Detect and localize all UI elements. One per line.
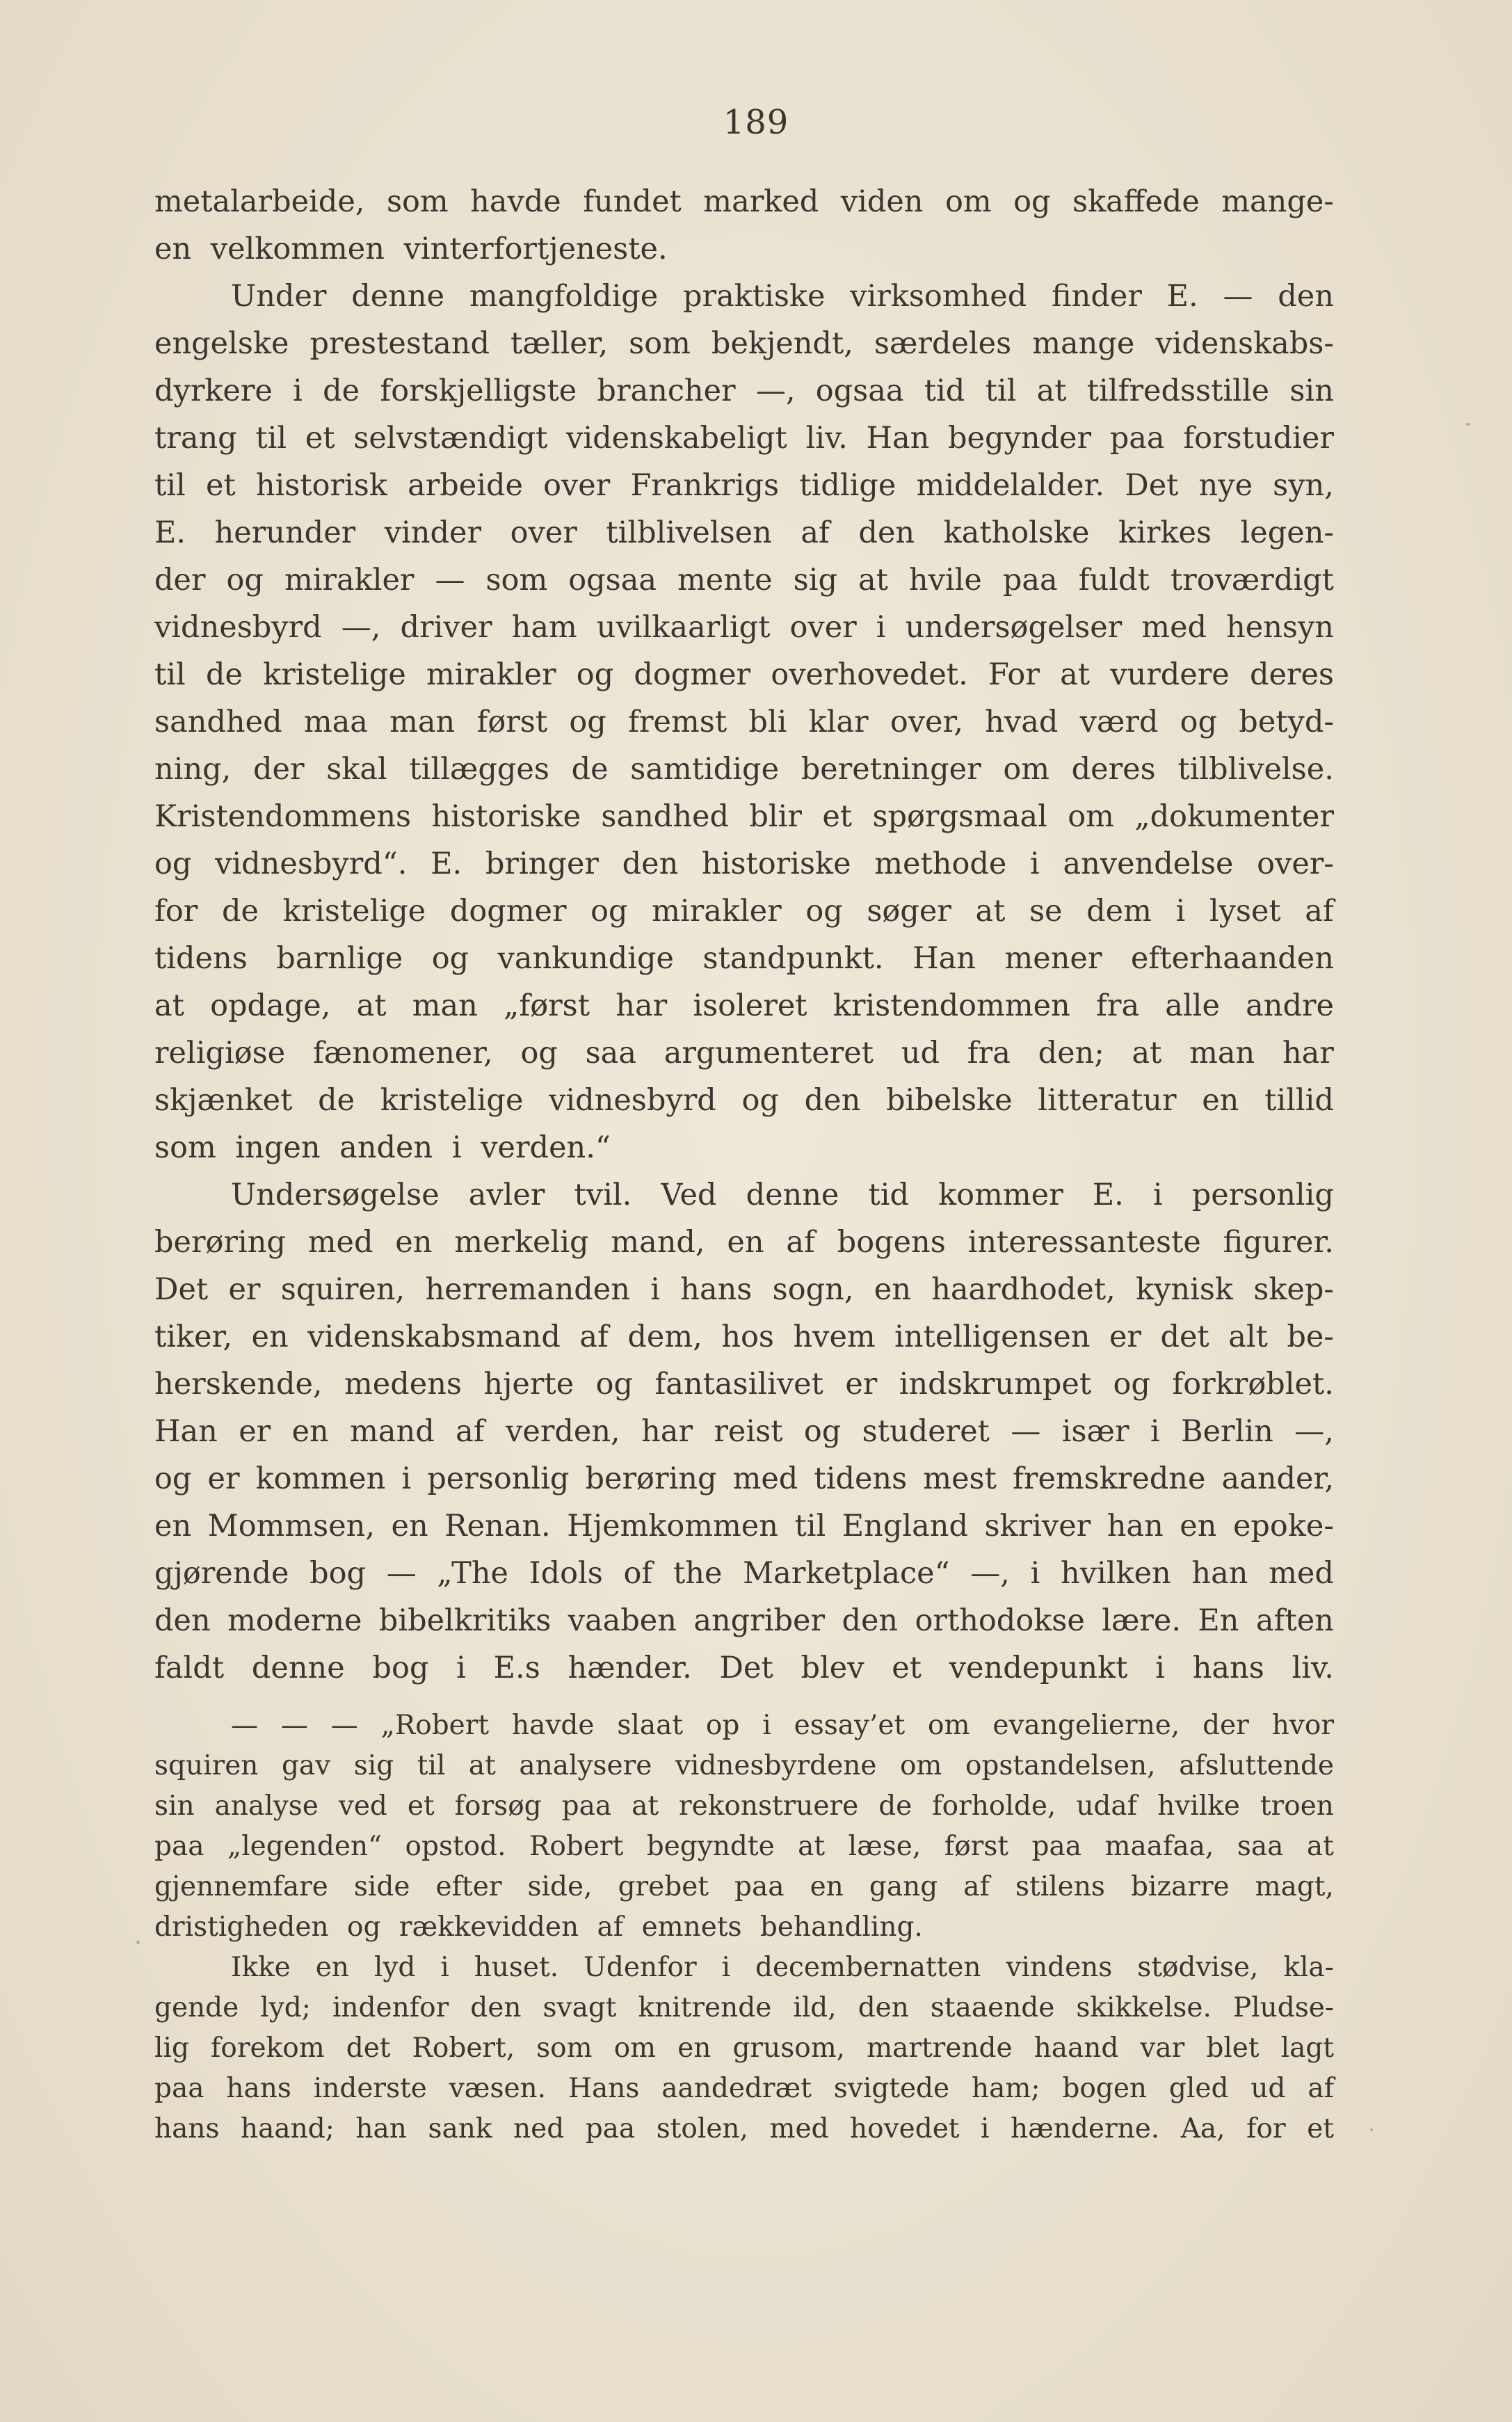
text-line: gjørende bog — „The Idols of the Marketplace“ —, i hvilken han med xyxy=(154,1556,1334,1591)
text-line: vidnesbyrd —, driver ham uvilkaarligt over i undersøgelser med hensyn xyxy=(154,610,1334,645)
text-line: skjænket de kristelige vidnesbyrd og den bibelske litteratur en tillid xyxy=(154,1083,1334,1118)
quoted-passage-block xyxy=(154,1706,1334,2149)
quote-line: paa „legenden“ opstod. Robert begyndte at læse, først paa maafaa, saa at xyxy=(154,1831,1334,1862)
text-line: faldt denne bog i E.s hænder. Det blev et vendepunkt i hans liv. xyxy=(154,1651,1334,1685)
quote-line: squiren gav sig til at analysere vidnesbyrdene om opstandelsen, afsluttende xyxy=(154,1750,1334,1781)
text-line: og er kommen i personlig berøring med tidens mest fremskredne aander, xyxy=(154,1461,1334,1496)
text-line: engelske prestestand tæller, som bekjendt, særdeles mange videnskabs- xyxy=(154,326,1334,361)
text-line: E. herunder vinder over tilblivelsen af den katholske kirkes legen- xyxy=(154,515,1334,550)
text-line: for de kristelige dogmer og mirakler og søger at se dem i lyset af xyxy=(154,894,1334,929)
text-line: og vidnesbyrd“. E. bringer den historiske methode i anvendelse over- xyxy=(154,847,1334,881)
quote-line: Ikke en lyd i huset. Udenfor i decembernatten vindens stødvise, kla- xyxy=(231,1952,1334,1983)
text-line: der og mirakler — som ogsaa mente sig at hvile paa fuldt troværdigt xyxy=(154,563,1334,598)
quote-line: gende lyd; indenfor den svagt knitrende ild, den staaende skikkelse. Pludse- xyxy=(154,1992,1334,2023)
text-line: herskende, medens hjerte og fantasilivet er indskrumpet og forkrøblet. xyxy=(154,1367,1334,1402)
text-line: Han er en mand af verden, har reist og studeret — især i Berlin —, xyxy=(154,1414,1334,1449)
text-line: tiker, en videnskabsmand af dem, hos hvem intelligensen er det alt be- xyxy=(154,1320,1334,1354)
text-line: Undersøgelse avler tvil. Ved denne tid kommer E. i personlig xyxy=(231,1178,1334,1212)
quote-line: hans haand; han sank ned paa stolen, med hovedet i hænderne. Aa, for et xyxy=(154,2113,1334,2144)
text-line: Under denne mangfoldige praktiske virksomhed finder E. — den xyxy=(231,279,1334,314)
text-line: sandhed maa man først og fremst bli klar over, hvad værd og betyd- xyxy=(154,705,1334,739)
text-line: Det er squiren, herremanden i hans sogn, en haardhodet, kynisk skep- xyxy=(154,1272,1334,1307)
paper-speck xyxy=(1466,423,1470,426)
text-line: til et historisk arbeide over Frankrigs tidlige middelalder. Det nye syn, xyxy=(154,468,1334,503)
text-line: tidens barnlige og vankundige standpunkt. Han mener efterhaanden xyxy=(154,941,1334,976)
text-line: en velkommen vinterfortjeneste. xyxy=(154,232,668,266)
quote-line: dristigheden og rækkevidden af emnets behandling. xyxy=(154,1911,923,1943)
text-line: Kristendommens historiske sandhed blir et spørgsmaal om „dokumenter xyxy=(154,799,1334,834)
text-line: ning, der skal tillægges de samtidige beretninger om deres tilblivelse. xyxy=(154,752,1334,787)
text-line: trang til et selvstændigt videnskabeligt liv. Han begynder paa forstudier xyxy=(154,421,1334,456)
quote-line: gjennemfare side efter side, grebet paa en gang af stilens bizarre magt, xyxy=(154,1871,1334,1902)
text-line: den moderne bibelkritiks vaaben angriber den orthodokse lære. En aften xyxy=(154,1603,1334,1638)
text-line: berøring med en merkelig mand, en af bogens interessanteste figurer. xyxy=(154,1225,1334,1260)
paper-speck xyxy=(1370,2128,1373,2131)
quote-line: sin analyse ved et forsøg paa at rekonstruere de forholde, udaf hvilke troen xyxy=(154,1790,1334,1822)
text-line: til de kristelige mirakler og dogmer overhovedet. For at vurdere deres xyxy=(154,657,1334,692)
paper-speck xyxy=(136,1941,140,1944)
main-text-block xyxy=(154,178,1334,1692)
page-number: 189 xyxy=(723,103,789,142)
text-line: religiøse fænomener, og saa argumenteret ud fra den; at man har xyxy=(154,1036,1334,1070)
text-line: en Mommsen, en Renan. Hjemkommen til England skriver han en epoke- xyxy=(154,1509,1334,1543)
quote-line: lig forekom det Robert, som om en grusom, martrende haand var blet lagt xyxy=(154,2032,1334,2064)
quote-line: — — — „Robert havde slaat op i essay’et om evangelierne, der hvor xyxy=(231,1710,1334,1741)
text-line: at opdage, at man „først har isoleret kristendommen fra alle andre xyxy=(154,988,1334,1023)
text-line: metalarbeide, som havde fundet marked viden om og skaffede mange- xyxy=(154,184,1334,219)
text-line: som ingen anden i verden.“ xyxy=(154,1130,611,1165)
text-line: dyrkere i de forskjelligste brancher —, ogsaa tid til at tilfredsstille sin xyxy=(154,374,1334,408)
quote-line: paa hans inderste væsen. Hans aandedræt svigtede ham; bogen gled ud af xyxy=(154,2073,1334,2104)
